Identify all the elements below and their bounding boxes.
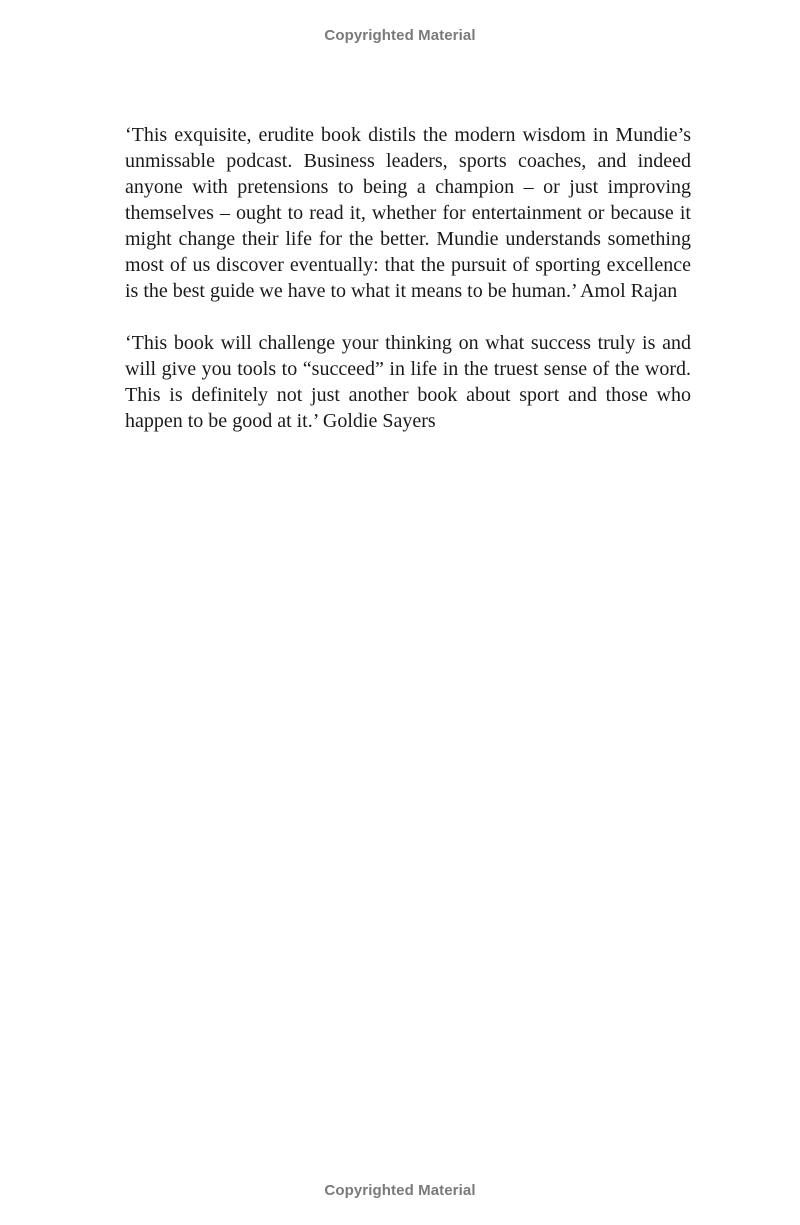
page-body — [125, 122, 691, 460]
review-blurb-1 — [125, 122, 691, 304]
review-attribution: Goldie Sayers — [322, 410, 436, 432]
review-quote-text: ‘This exquisite, erudite book distils the modern wisdom in Mundie’s unmissable podcast. Business leaders, sports coaches, and indeed anyone with pretensions to being a champion – or just improving themselves – ought to read it, whether for entertainment or because it might change their life for the better. Mundie understands something most of us discover eventually: that the pursuit of sporting excellence is the best guide we have to what it means to be human.’ — [125, 124, 691, 302]
review-attribution: Amol Rajan — [580, 280, 678, 302]
copyright-watermark-bottom: Copyrighted Material — [324, 1182, 476, 1199]
copyright-watermark-top: Copyrighted Material — [324, 27, 476, 44]
review-quote-text: ‘This book will challenge your thinking on what success truly is and will give you tools to “succeed” in life in the truest sense of the word. This is definitely not just another book about sport and those who happen to be good at it.’ — [125, 332, 691, 432]
review-blurb-2 — [125, 330, 691, 434]
